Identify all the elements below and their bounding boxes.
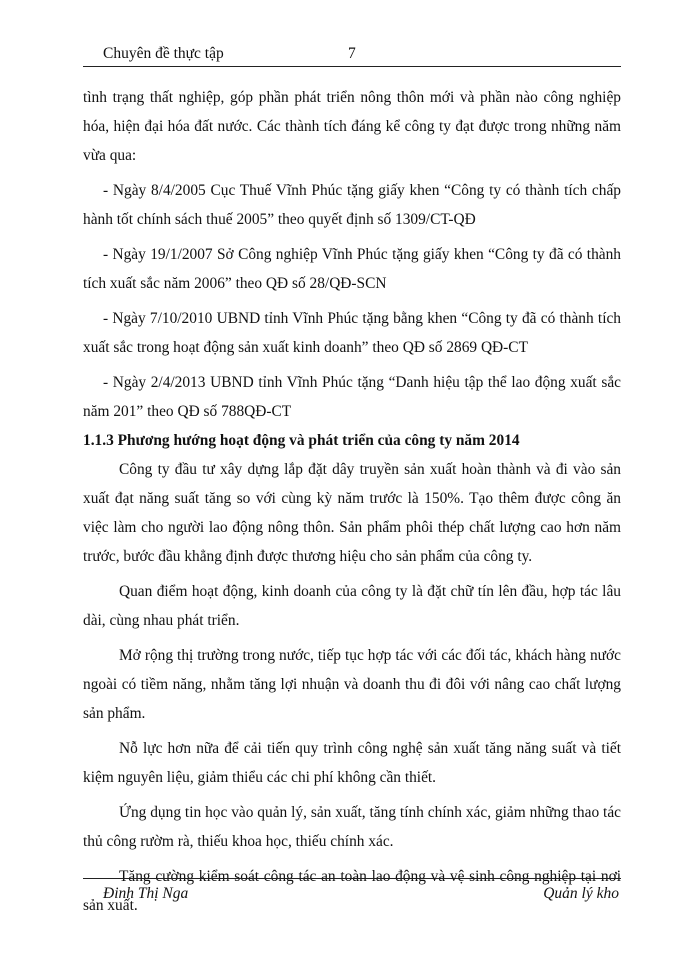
- page-body: [83, 83, 621, 920]
- department-name: Quản lý kho: [543, 885, 619, 902]
- body-paragraph: Tăng cường kiểm soát công tác an toàn lao động và vệ sinh công nghiệp tại nơi sản xuất.: [83, 868, 621, 914]
- page-number: 7: [348, 45, 356, 62]
- body-paragraph: Ứng dụng tin học vào quản lý, sản xuất, tăng tính chính xác, giảm những thao tác thủ công rườm rà, thiếu khoa học, thiếu chính xác.: [83, 804, 621, 850]
- achievement-item: - Ngày 7/10/2010 UBND tỉnh Vĩnh Phúc tặng bằng khen “Công ty đã có thành tích xuất sắc trong hoạt động sản xuất kinh doanh” theo QĐ số 2869 QĐ-CT: [83, 310, 621, 356]
- achievement-item: - Ngày 19/1/2007 Sở Công nghiệp Vĩnh Phúc tặng giấy khen “Công ty đã có thành tích xuất sắc năm 2006” theo QĐ số 28/QĐ-SCN: [83, 246, 621, 292]
- document-title: Chuyên đề thực tập: [103, 45, 224, 62]
- body-paragraph: Quan điểm hoạt động, kinh doanh của công ty là đặt chữ tín lên đầu, hợp tác lâu dài, cùng nhau phát triển.: [83, 583, 621, 629]
- section-heading: 1.1.3 Phương hướng hoạt động và phát triển của công ty năm 2014: [83, 432, 520, 449]
- achievement-item: - Ngày 2/4/2013 UBND tỉnh Vĩnh Phúc tặng “Danh hiệu tập thể lao động xuất sắc năm 201” theo QĐ số 788QĐ-CT: [83, 374, 621, 420]
- author-name: Đinh Thị Nga: [103, 885, 189, 902]
- intro-paragraph: tình trạng thất nghiệp, góp phần phát triển nông thôn mới và phần nào công nghiệp hóa, hiện đại hóa đất nước. Các thành tích đáng kể công ty đạt được trong những năm vừa qua:: [83, 89, 621, 164]
- body-paragraph: Nỗ lực hơn nữa để cải tiến quy trình công nghệ sản xuất tăng năng suất và tiết kiệm nguyên liệu, giảm thiểu các chi phí không cần thiết.: [83, 740, 621, 786]
- page-header: [83, 40, 621, 67]
- page-footer: [83, 878, 621, 905]
- body-paragraph: Công ty đầu tư xây dựng lắp đặt dây truyền sản xuất hoàn thành và đi vào sản xuất đạt năng suất tăng so với cùng kỳ năm trước là 150%. Tạo thêm được công ăn việc làm cho người lao động nông thôn. Sản phẩm phôi thép chất lượng cao hơn năm trước, bước đầu khẳng định được thương hiệu cho sản phẩm của công ty.: [83, 461, 621, 565]
- body-paragraph: Mở rộng thị trường trong nước, tiếp tục hợp tác với các đối tác, khách hàng nước ngoài có tiềm năng, nhằm tăng lợi nhuận và doanh thu đi đôi với nâng cao chất lượng sản phẩm.: [83, 647, 621, 722]
- achievement-item: - Ngày 8/4/2005 Cục Thuế Vĩnh Phúc tặng giấy khen “Công ty có thành tích chấp hành tốt chính sách thuế 2005” theo quyết định số 1309/CT-QĐ: [83, 182, 621, 228]
